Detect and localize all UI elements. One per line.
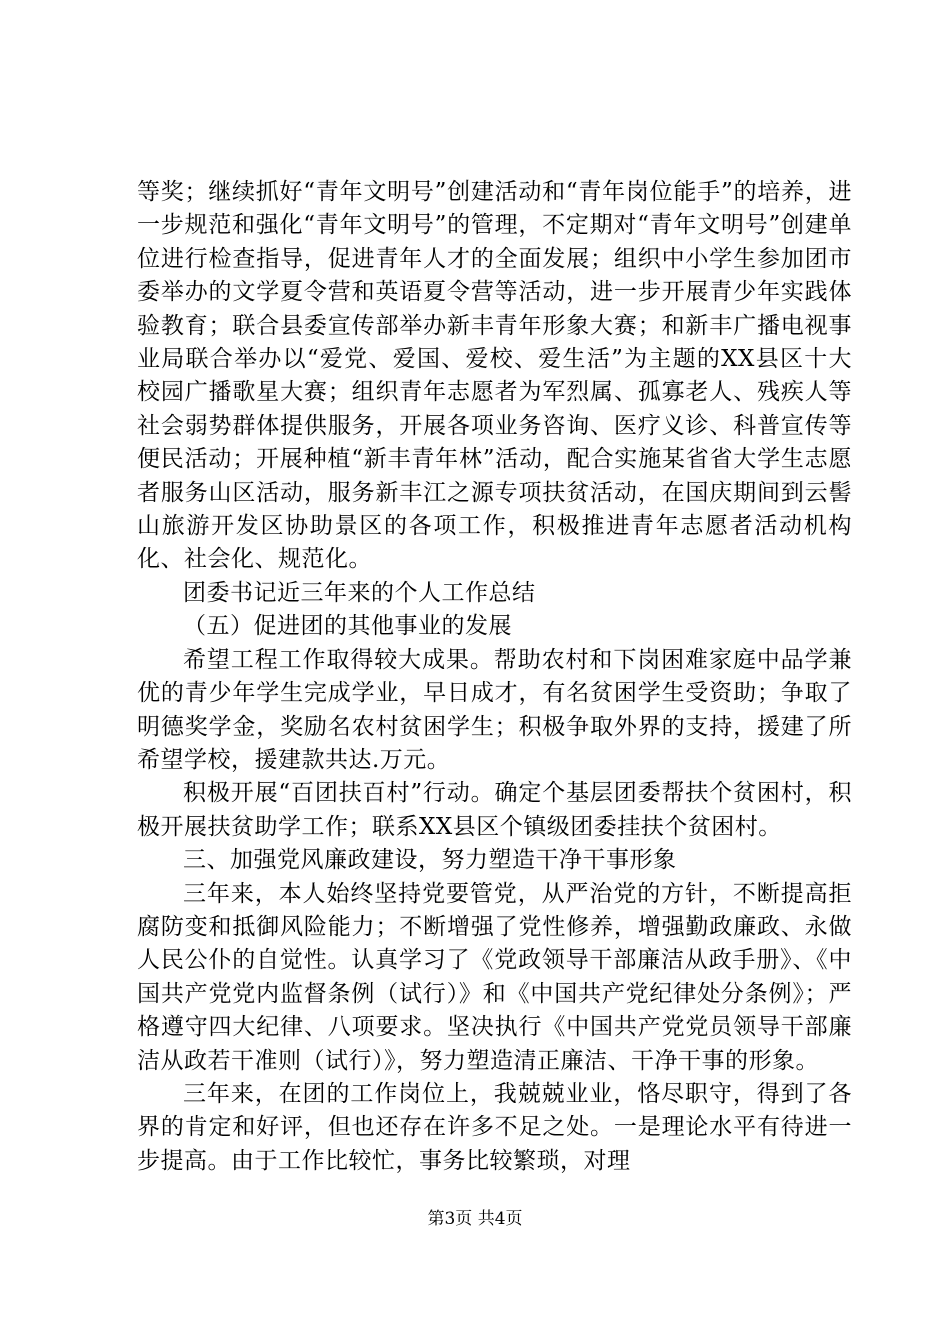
section-heading-five: （五）促进团的其他事业的发展 [183, 613, 512, 640]
page-footer: 第3页 共4页 [427, 1209, 523, 1229]
body-text [137, 176, 852, 1178]
paragraph-integrity: 三年来，本人始终坚持党要管党，从严治党的方针，不断提高拒腐防变和抵御风险能力；不断增强了党性修养，增强勤政廉政、永做人民公仆的自觉性。认真学习了《党政领导干部廉洁从政手册》、《中国共产党党内监督条例（试行）》和《中国共产党纪律处分条例》；严格遵守四大纪律、八项要求。坚决执行《中国共产党党员领导干部廉洁从政若干准则（试行）》，努力塑造清正廉洁、干净干事的形象。 [137, 880, 852, 1074]
paragraph-hope-project: 希望工程工作取得较大成果。帮助农村和下岗困难家庭中品学兼优的青少年学生完成学业，早日成才，有名贫困学生受资助；争取了明德奖学金，奖励名农村贫困学生；积极争取外界的支持，援建了所希望学校，援建款共达.万元。 [137, 646, 852, 773]
section-heading-three: 三、加强党风廉政建设，努力塑造干净干事形象 [183, 847, 677, 874]
paragraph-hundred-groups: 积极开展“百团扶百村”行动。确定个基层团委帮扶个贫困村，积极开展扶贫助学工作；联系XX县区个镇级团委挂扶个贫困村。 [137, 780, 852, 840]
paragraph-shortcomings: 三年来，在团的工作岗位上，我兢兢业业，恪尽职守，得到了各界的肯定和好评，但也还存在许多不足之处。一是理论水平有待进一步提高。由于工作比较忙，事务比较繁琐，对理 [137, 1080, 852, 1174]
paragraph-title-line: 团委书记近三年来的个人工作总结 [183, 579, 536, 606]
paragraph-continuation: 等奖；继续抓好“青年文明号”创建活动和“青年岗位能手”的培养，进一步规范和强化“青年文明号”的管理，不定期对“青年文明号”创建单位进行检查指导，促进青年人才的全面发展；组织中小学生参加团市委举办的文学夏令营和英语夏令营等活动，进一步开展青少年实践体验教育；联合县委宣传部举办新丰青年形象大赛；和新丰广播电视事业局联合举办以“爱党、爱国、爱校、爱生活”为主题的XX县区十大校园广播歌星大赛；组织青年志愿者为军烈属、孤寡老人、残疾人等社会弱势群体提供服务，开展各项业务咨询、医疗义诊、科普宣传等便民活动；开展种植“新丰青年林”活动，配合实施某省省大学生志愿者服务山区活动，服务新丰江之源专项扶贫活动，在国庆期间到云髻山旅游开发区协助景区的各项工作，积极推进青年志愿者活动机构化、社会化、规范化。 [137, 179, 852, 573]
